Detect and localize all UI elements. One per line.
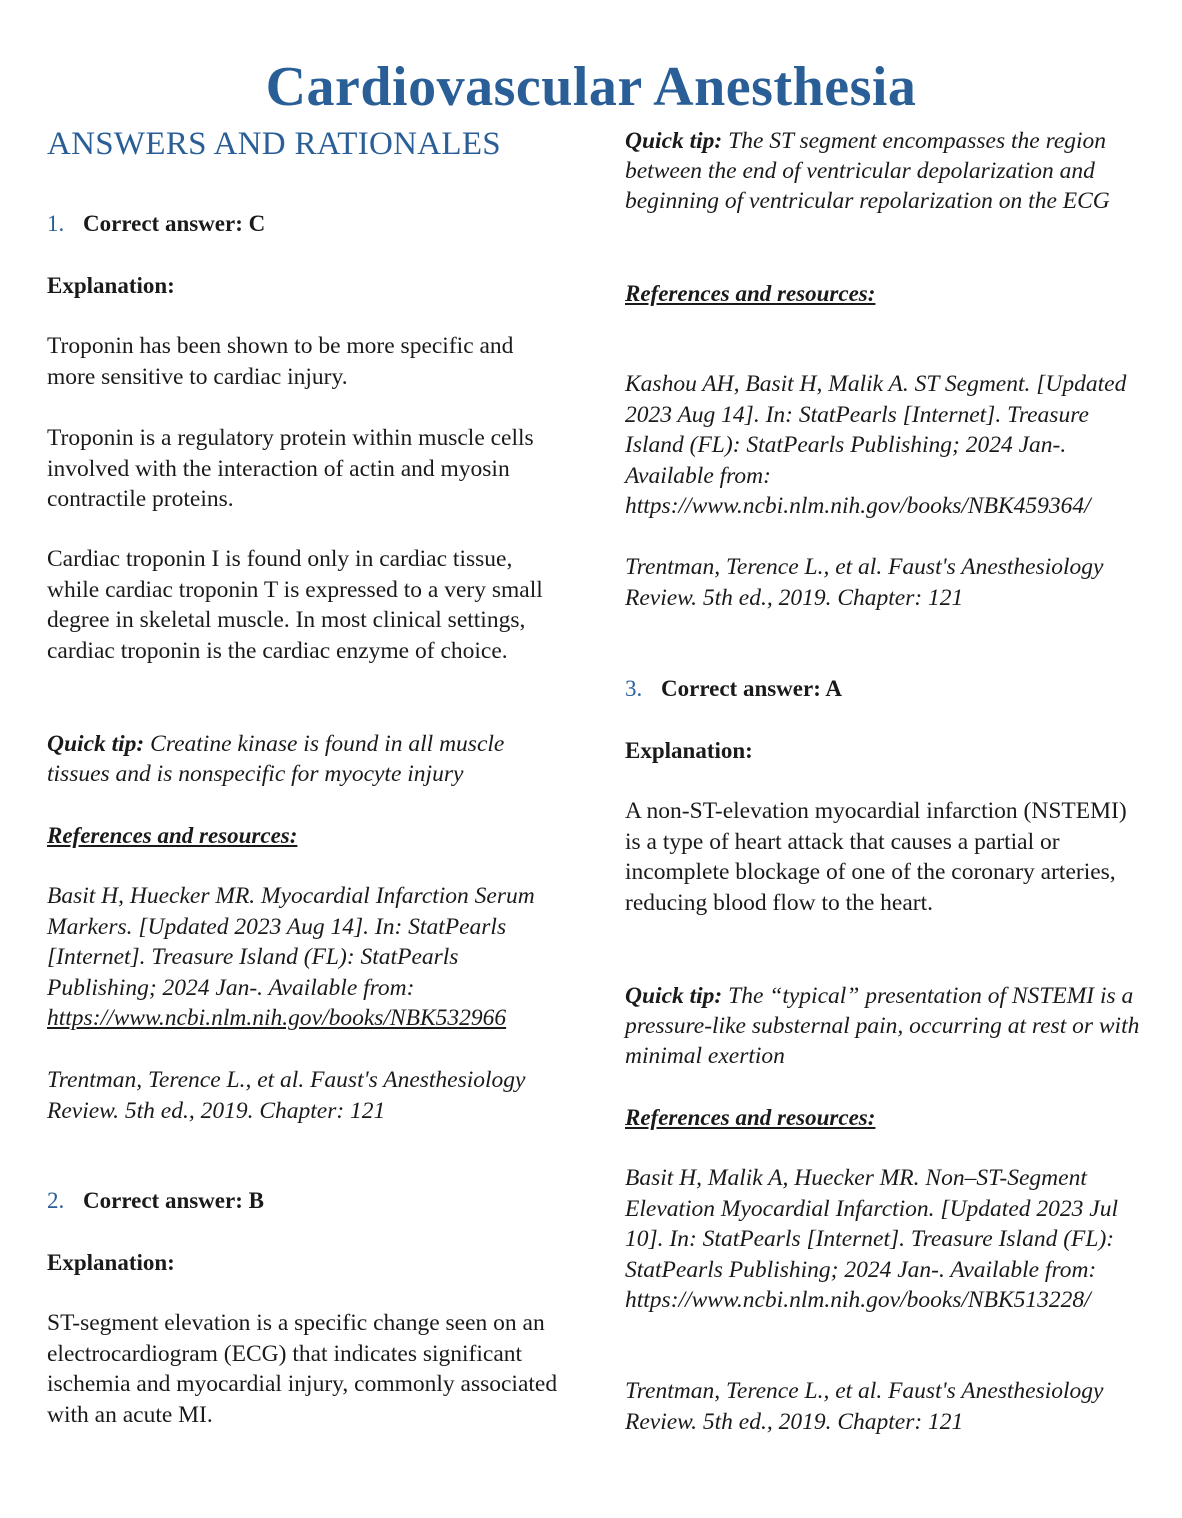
q2-reference-1-url: https://www.ncbi.nlm.nih.gov/books/NBK459364/	[625, 493, 1091, 519]
q1-reference-2: Trentman, Terence L., et al. Faust's Anesthesiology Review. 5th ed., 2019. Chapter: 121	[47, 1067, 526, 1124]
q3-reference-1-text: Basit H, Malik A, Huecker MR. Non–ST-Segment Elevation Myocardial Infarction. [Updated 2023 Jul 10]. In: StatPearls [Internet]. Treasure Island (FL): StatPearls Publishing; 2024 Jan-. Available from:	[625, 1165, 1118, 1283]
q3-paragraph: A non-ST-elevation myocardial infarction (NSTEMI) is a type of heart attack that causes a partial or incomplete blockage of one of the coronary arteries, reducing blood flow to the heart.	[625, 798, 1127, 916]
q2-quick-tip	[625, 126, 1145, 216]
q2-reference-1-text: Kashou AH, Basit H, Malik A. ST Segment. [Updated 2023 Aug 14]. In: StatPearls [Internet]. Treasure Island (FL): StatPearls Publishing; 2024 Jan-. Available from:	[625, 371, 1127, 489]
q1-tip-text: Creatine kinase is found in all muscle tissues and is nonspecific for myocyte injury	[47, 731, 505, 787]
q3-reference-2: Trentman, Terence L., et al. Faust's Anesthesiology Review. 5th ed., 2019. Chapter: 121	[625, 1378, 1104, 1435]
q1-paragraph-1: Troponin has been shown to be more specific and more sensitive to cardiac injury.	[47, 333, 514, 390]
q3-answer	[625, 674, 1145, 704]
q2-answer	[47, 1186, 567, 1216]
q3-number: 3.	[625, 676, 643, 701]
q1-answer-text: Correct answer: C	[83, 211, 266, 236]
q3-references-heading: References and resources:	[625, 1105, 876, 1130]
q3-tip-text: The “typical” presentation of NSTEMI is a pressure-like substernal pain, occurring at rest or with minimal exertion	[625, 983, 1140, 1069]
q1-quick-tip	[47, 729, 567, 789]
quick-tip-label: Quick tip:	[47, 731, 145, 757]
q2-number: 2.	[47, 1188, 65, 1213]
q1-references-heading: References and resources:	[47, 823, 298, 848]
quick-tip-label: Quick tip:	[625, 128, 723, 154]
page-title: Cardiovascular Anesthesia	[265, 56, 917, 118]
q2-explanation-heading: Explanation:	[47, 1250, 175, 1275]
q2-answer-text: Correct answer: B	[83, 1188, 264, 1213]
q3-answer-text: Correct answer: A	[661, 676, 842, 701]
q2-paragraph: ST-segment elevation is a specific change seen on an electrocardiogram (ECG) that indicates significant ischemia and myocardial injury, commonly associated with an acute MI.	[47, 1310, 558, 1428]
q3-reference-1	[625, 1163, 1145, 1316]
q3-quick-tip	[625, 981, 1145, 1071]
q1-paragraph-3: Cardiac troponin I is found only in cardiac tissue, while cardiac troponin T is expressed to a very small degree in skeletal muscle. In most clinical settings, cardiac troponin is the cardiac enzyme of choice.	[47, 546, 543, 664]
quick-tip-label: Quick tip:	[625, 983, 723, 1009]
q3-explanation-heading: Explanation:	[625, 738, 753, 763]
q2-reference-2: Trentman, Terence L., et al. Faust's Anesthesiology Review. 5th ed., 2019. Chapter: 121	[625, 554, 1104, 611]
q1-reference-1	[47, 881, 567, 1034]
q2-reference-1	[625, 369, 1145, 522]
q1-explanation-heading: Explanation:	[47, 273, 175, 298]
q1-answer	[47, 209, 567, 239]
q1-reference-1-text: Basit H, Huecker MR. Myocardial Infarction Serum Markers. [Updated 2023 Aug 14]. In: StatPearls [Internet]. Treasure Island (FL): StatPearls Publishing; 2024 Jan-. Available from:	[47, 883, 535, 1001]
q2-references-heading: References and resources:	[625, 281, 876, 306]
q1-number: 1.	[47, 211, 65, 236]
q1-reference-1-link[interactable]: https://www.ncbi.nlm.nih.gov/books/NBK532966	[47, 1005, 507, 1031]
q3-reference-1-url: https://www.ncbi.nlm.nih.gov/books/NBK513228/	[625, 1287, 1091, 1313]
q1-paragraph-2: Troponin is a regulatory protein within muscle cells involved with the interaction of actin and myosin contractile proteins.	[47, 425, 534, 512]
section-subtitle: ANSWERS AND RATIONALES	[47, 126, 501, 162]
q2-tip-text: The ST segment encompasses the region between the end of ventricular depolarization and beginning of ventricular repolarization on the ECG	[625, 128, 1110, 214]
